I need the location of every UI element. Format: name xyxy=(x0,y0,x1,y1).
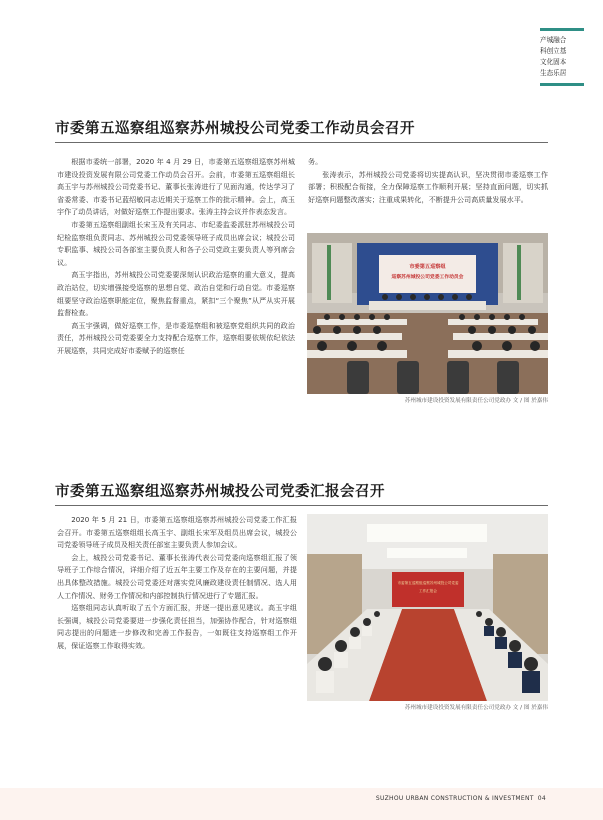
article1-paragraph-continued: 务。 xyxy=(308,157,323,166)
tagline-bottom-bar xyxy=(540,83,584,86)
article2-banner-line2: 工作汇报会 xyxy=(419,589,437,593)
article1-photo-caption: 苏州城市建设投资发展有限责任公司党政办 文 / 图 於嘉伟 xyxy=(404,398,548,404)
article1-paragraph: 根据市委统一部署，2020 年 4 月 29 日，市委第五巡察组巡察苏州城市建设投资发展有限公司党委工作动员会召开。会前，市委第五巡察组组长高玉宇与苏州城投公司党委书记、董事长张涛进行了见面沟通，传达学习了省委常委、市委书记蓝绍敏同志近期关于巡察工作的批示精神。会上，高玉宇作了动员讲话，对做好巡察工作提出要求。张涛主持会议并作表态发言。 xyxy=(57,157,295,217)
article1-paragraph: 高玉宇指出，苏州城投公司党委要深刻认识政治巡察的重大意义，提高政治站位，切实增强接受巡察的思想自觉、政治自觉和行动自觉。市委巡察组要坚守政治巡察职能定位，聚焦监督重点，紧扣“三个聚焦”从严从实开展监督检查。 xyxy=(57,270,295,318)
tagline-line: 产城融合 xyxy=(540,36,567,44)
page-footer xyxy=(376,795,546,802)
tagline-block xyxy=(540,28,584,86)
article1-right-column xyxy=(308,156,548,206)
article2-photo-caption: 苏州城市建设投资发展有限责任公司党政办 文 / 图 於嘉伟 xyxy=(404,705,548,711)
report-meeting-photo xyxy=(307,514,548,701)
page-number: 04 xyxy=(537,795,546,802)
article2-banner-line1: 市委第五巡察组巡察苏州城投公司党委 xyxy=(397,581,459,585)
tagline-top-bar xyxy=(540,28,584,31)
tagline-line: 生态乐居 xyxy=(540,69,567,77)
article1-left-column xyxy=(57,156,295,358)
bottom-band xyxy=(0,788,603,820)
article2-column xyxy=(57,514,297,653)
article1-banner-line2: 巡察苏州城投公司党委工作动员会 xyxy=(391,275,464,280)
article1-paragraph: 市委第五巡察组副组长宋玉及有关同志、市纪委监委派驻苏州城投公司纪检监察组负责同志、苏州城投公司党委领导班子成员出席会议；城投公司专职监事、城投公司各部室主要负责人和各子公司党政主要负责人等列席会议。 xyxy=(57,219,295,267)
article2-title-rule xyxy=(55,505,548,506)
publication-name: SUZHOU URBAN CONSTRUCTION & INVESTMENT xyxy=(375,795,534,802)
article1-photo xyxy=(307,233,548,394)
article2-photo xyxy=(307,514,548,701)
meeting-room-photo xyxy=(307,233,548,394)
article2-paragraph: 巡察组同志认真听取了五个方面汇报，并逐一提出意见建议。高玉宇组长强调，城投公司党委要进一步强化责任担当，加强协作配合，针对巡察组同志提出的问题进一步修改和完善工作报告，一如既往支持巡察组工作开展，保证巡察工作取得实效。 xyxy=(57,603,297,650)
article2-title: 市委第五巡察组巡察苏州城投公司党委汇报会召开 xyxy=(55,484,385,500)
article1-paragraph: 高玉宇强调，做好巡察工作，是市委巡察组和被巡察党组织共同的政治责任，苏州城投公司党委要全力支持配合巡察工作，巡察组要依规依纪依法开展巡察，共同完成好市委赋予的巡察任 xyxy=(57,320,295,355)
article1-title-rule xyxy=(55,142,548,143)
article1-title: 市委第五巡察组巡察苏州城投公司党委工作动员会召开 xyxy=(55,121,415,137)
article2-paragraph: 2020 年 5 月 21 日，市委第五巡察组巡察苏州城投公司党委工作汇报会召开。市委第五巡察组组长高玉宇、副组长宋军及组员出席会议，城投公司党委领导班子成员及相关责任部室主要负责人参加会议。 xyxy=(57,515,297,550)
article1-paragraph: 张涛表示，苏州城投公司党委将切实提高认识，坚决贯彻市委巡察工作部署；积极配合衔接，全力保障巡察工作顺利开展；坚持直面问题，切实抓好巡察问题整改落实；注重成果转化，不断提升公司高质量发展水平。 xyxy=(308,169,548,204)
article1-banner-line1: 市委第五巡察组 xyxy=(409,264,446,270)
article2-paragraph: 会上，城投公司党委书记、董事长张涛代表公司党委向巡察组汇报了领导班子工作综合情况，详细介绍了近五年主要工作及存在的主要问题，并提出具体整改措施。城投公司党委还对落实党风廉政建设责任制情况、选人用人工作情况、财务工作情况和内部控制执行情况进行了专题汇报。 xyxy=(57,552,297,600)
tagline-line: 文化固本 xyxy=(540,58,567,66)
tagline-line: 科创立基 xyxy=(540,47,567,55)
